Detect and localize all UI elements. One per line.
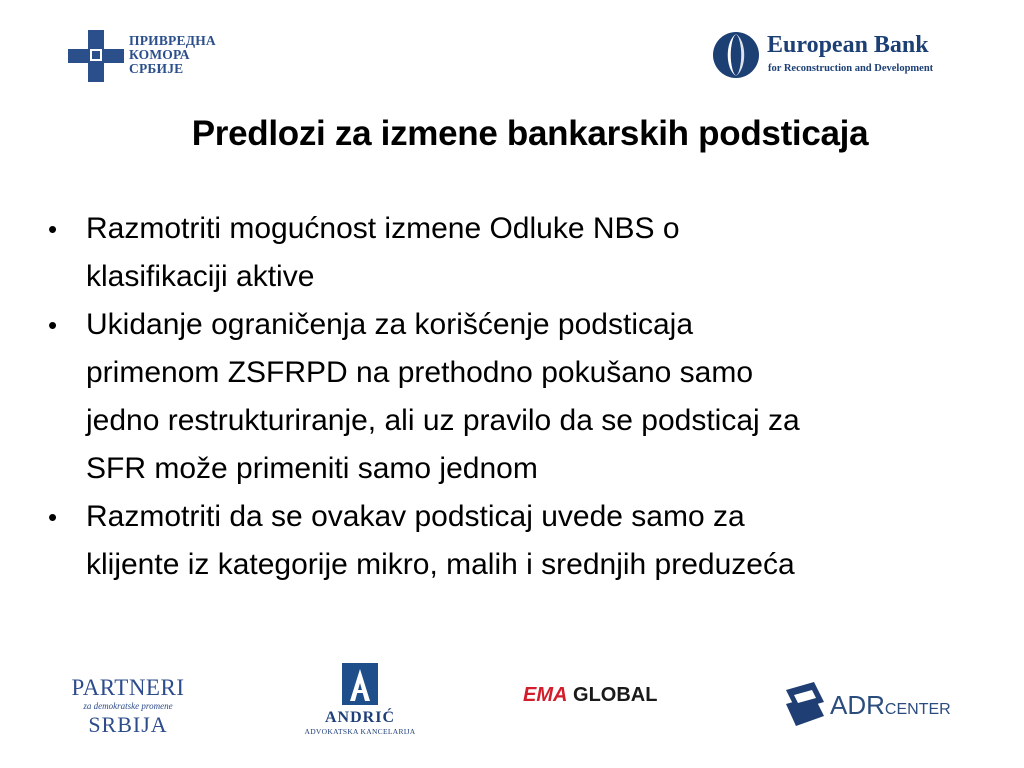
ema-part: EMA <box>523 684 568 706</box>
bullet-line: primenom ZSFRPD na prethodno pokušano samo <box>86 356 754 389</box>
bullet-dot: • <box>48 214 58 244</box>
pks-emblem-icon <box>68 30 124 82</box>
bullet-line: klijente iz kategorije mikro, malih i srednjih preduzeća <box>86 548 795 581</box>
ebrd-subtitle: for Reconstruction and Development <box>768 63 934 74</box>
bullet-line: Razmotriti da se ovakav podsticaj uvede samo za <box>86 500 745 533</box>
partneri-tagline: za demokratske promene <box>83 701 173 711</box>
adr-center-logo-text <box>830 690 951 721</box>
bullet-dot: • <box>48 310 58 340</box>
pks-line-1: ПРИВРЕДНА <box>129 33 216 48</box>
andric-name: ANDRIĆ <box>325 709 395 726</box>
ebrd-emblem-icon <box>711 31 761 79</box>
pks-logo-text <box>129 34 216 76</box>
bullet-item <box>48 205 968 301</box>
bullet-line: Razmotriti mogućnost izmene Odluke NBS o <box>86 212 680 245</box>
center-text: CENTER <box>884 701 951 718</box>
partneri-name: PARTNERI <box>71 675 185 700</box>
bullet-dot: • <box>48 502 58 532</box>
adr-emblem-icon <box>782 680 828 728</box>
ebrd-name: European Bank <box>767 32 929 58</box>
partneri-srbija-logo <box>58 675 198 745</box>
andric-logo <box>300 663 420 751</box>
bullet-item <box>48 493 968 589</box>
bullet-line: Ukidanje ograničenja za korišćenje podsticaja <box>86 308 694 341</box>
partneri-country: SRBIJA <box>88 712 168 737</box>
pks-line-2: КОМОРА <box>129 47 190 62</box>
slide-title: Predlozi za izmene bankarskih podsticaja <box>191 114 869 153</box>
bullet-line: jedno restrukturiranje, ali uz pravilo da se podsticaj za <box>86 404 800 437</box>
pks-line-3: СРБИЈЕ <box>129 61 184 76</box>
ema-global-logo <box>523 684 657 707</box>
adr-text: ADR <box>830 690 885 720</box>
global-part: GLOBAL <box>573 684 658 706</box>
bullet-list <box>48 205 968 589</box>
bullet-line: klasifikaciji aktive <box>86 260 315 293</box>
bullet-line: SFR može primeniti samo jednom <box>86 452 538 485</box>
bullet-item <box>48 301 968 493</box>
andric-subtitle: ADVOKATSKA KANCELARIJA <box>304 727 416 736</box>
andric-emblem-icon <box>342 663 378 705</box>
